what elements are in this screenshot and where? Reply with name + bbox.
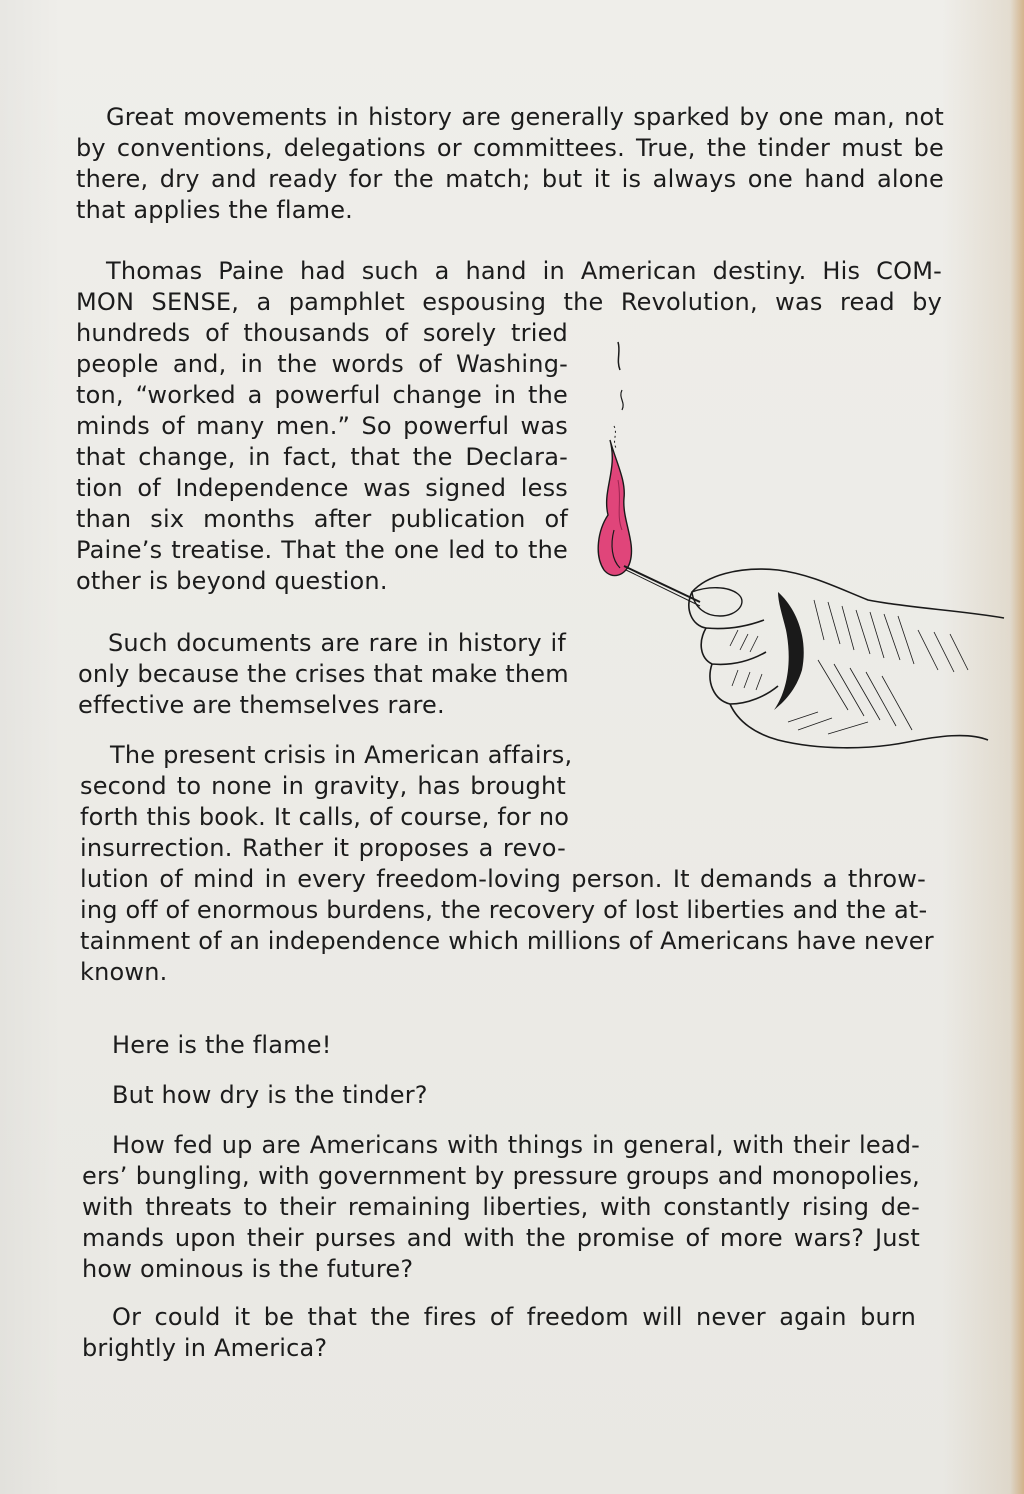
page-edge [1010, 0, 1024, 1494]
smoke-wisp-icon [618, 342, 620, 370]
paragraph-8 [82, 1302, 916, 1364]
text-line: by conventions, delegations or committees. True, the tinder must be [76, 134, 944, 162]
paragraph-1 [76, 102, 944, 226]
text-line: How fed up are Americans with things in general, with their lead- [112, 1131, 920, 1159]
text-line: only because the crises that make them [78, 660, 569, 688]
text-line: The present crisis in American affairs, [110, 741, 573, 769]
match-stick [624, 566, 700, 602]
text-line: hundreds of thousands of sorely tried [76, 319, 568, 347]
text-line: Paine’s treatise. That the one led to the [76, 536, 568, 564]
text-line: Or could it be that the fires of freedom will never again burn [112, 1303, 916, 1331]
text-line: mands upon their purses and with the promise of more wars? Just [82, 1224, 920, 1252]
text-line: MON SENSE, a pamphlet espousing the Revolution, was read by [76, 288, 942, 316]
text-line: effective are themselves rare. [78, 691, 445, 719]
text-line: ers’ bungling, with government by pressure groups and monopolies, [82, 1162, 920, 1190]
text-line: ing off of enormous burdens, the recovery of lost liberties and the at- [80, 896, 928, 924]
paragraph-3 [78, 628, 569, 721]
text-line: brightly in America? [82, 1334, 328, 1362]
text-line: tion of Independence was signed less [76, 474, 568, 502]
paragraph-2 [76, 256, 942, 318]
text-line: But how dry is the tinder? [112, 1081, 428, 1109]
smoke-wisp-icon [621, 390, 623, 410]
hand-hatching [730, 600, 968, 734]
text-line: than six months after publication of [76, 505, 568, 533]
hand-holding-lit-match-illustration [588, 330, 1008, 760]
text-line: tainment of an independence which millions of Americans have never [80, 927, 934, 955]
text-line: minds of many men.” So powerful was [76, 412, 568, 440]
text-line: lution of mind in every freedom-loving person. It demands a throw- [80, 865, 926, 893]
text-line: other is beyond question. [76, 567, 388, 595]
text-line: insurrection. Rather it proposes a revo- [80, 834, 566, 862]
palm-shadow [774, 592, 804, 710]
text-line: second to none in gravity, has brought [80, 772, 566, 800]
text-line: that change, in fact, that the Declara- [76, 443, 568, 471]
paragraph-2-wrapped [76, 318, 568, 597]
paragraph-4 [80, 740, 573, 864]
paragraph-4-wide [80, 864, 934, 988]
paragraph-5 [112, 1030, 712, 1061]
text-line: with threats to their remaining liberties, with constantly rising de- [82, 1193, 920, 1221]
text-line: that applies the flame. [76, 196, 353, 224]
flame-icon [598, 440, 631, 576]
text-line: forth this book. It calls, of course, for no [80, 803, 570, 831]
text-line: there, dry and ready for the match; but it is always one hand alone [76, 165, 944, 193]
text-line: Thomas Paine had such a hand in American destiny. His COM- [106, 257, 942, 285]
text-line: known. [80, 958, 168, 986]
text-line: ton, “worked a powerful change in the [76, 381, 568, 409]
hand-outline [689, 569, 1004, 748]
text-line: Such documents are rare in history if [108, 629, 566, 657]
text-line: people and, in the words of Washing- [76, 350, 568, 378]
text-line: Here is the flame! [112, 1031, 332, 1059]
paragraph-6 [112, 1080, 712, 1111]
text-line: Great movements in history are generally sparked by one man, not [106, 103, 944, 131]
paragraph-7 [82, 1130, 920, 1285]
text-line: how ominous is the future? [82, 1255, 414, 1283]
